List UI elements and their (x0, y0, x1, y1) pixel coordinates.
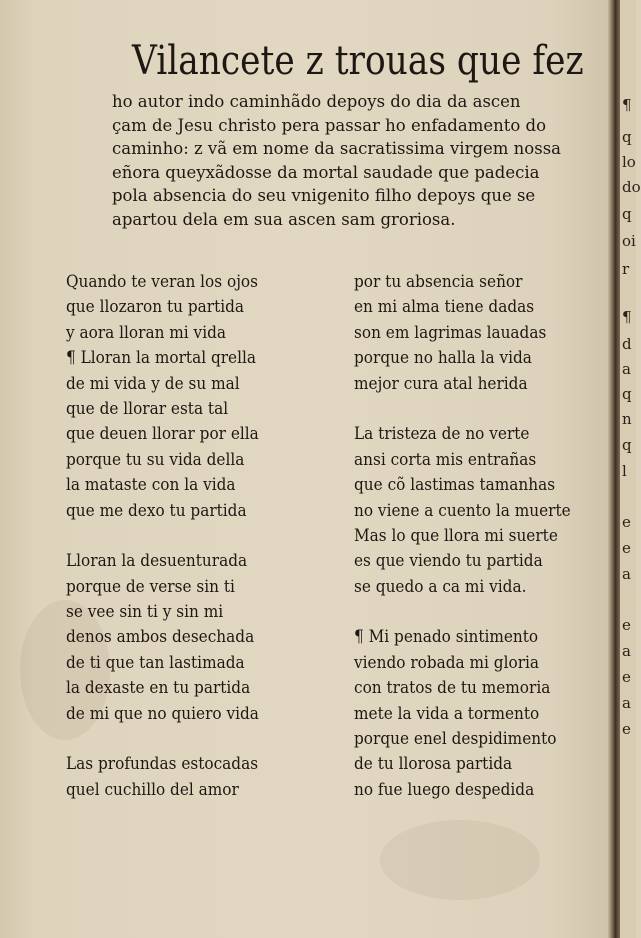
verse-line: no fue luego despedida (354, 779, 535, 800)
verse-line: que deuen llorar por ella (66, 424, 259, 445)
verse-line: es que viendo tu partida (354, 551, 543, 572)
page-title: Vilancete z trouas que fez (132, 38, 584, 84)
verse-line: son em lagrimas lauadas (354, 322, 547, 343)
intro-line: eñora queyxãdosse da mortal saudade que padecia (112, 162, 540, 182)
verse-line: Las profundas estocadas (66, 754, 259, 775)
facing-glyph: a (622, 642, 631, 660)
right-verse-column (354, 270, 610, 803)
paper-stain (380, 820, 540, 900)
verse-line: con tratos de tu memoria (354, 678, 551, 699)
verse-line: mete la vida a tormento (354, 703, 540, 724)
verse-line: ¶ Mi penado sintimento (354, 627, 539, 648)
verse-line: de mi que no quiero vida (66, 703, 259, 724)
stanza-break (354, 600, 610, 625)
book-gutter (608, 0, 620, 938)
facing-glyph: r (622, 260, 630, 278)
verse-line: ¶ Lloran la mortal qrella (66, 348, 257, 369)
verse-line: la mataste con la vida (66, 475, 236, 496)
verse-line: por tu absencia señor (354, 272, 523, 292)
verse-line: se quedo a ca mi vida. (354, 576, 527, 597)
facing-page-edge (620, 0, 641, 938)
verse-line: de ti que tan lastimada (66, 652, 245, 673)
facing-glyph: ¶ (622, 308, 632, 326)
verse-line: no viene a cuento la muerte (354, 500, 571, 521)
verse-line: denos ambos desechada (66, 627, 255, 648)
verse-line: porque no halla la vida (354, 348, 532, 369)
facing-glyph: q (622, 205, 632, 223)
facing-glyph: oi (622, 232, 636, 250)
verse-line: de mi vida y de su mal (66, 373, 240, 394)
facing-glyph: lo (622, 153, 636, 171)
verse-line: que cõ lastimas tamanhas (354, 475, 556, 496)
verse-line: Quando te veran los ojos (66, 272, 259, 292)
verse-line: de tu llorosa partida (354, 754, 513, 775)
intro-line: ho autor indo caminhãdo depoys do dia da ascen (112, 92, 521, 111)
intro-paragraph (112, 90, 612, 231)
facing-glyph: l (622, 462, 627, 480)
verse-line: que de llorar esta tal (66, 398, 229, 419)
facing-glyph: a (622, 694, 631, 712)
stanza-break (354, 397, 610, 422)
facing-glyph: e (622, 668, 631, 686)
left-verse-column (66, 270, 346, 803)
verse-line: porque de verse sin ti (66, 576, 235, 597)
stanza-break (66, 524, 346, 549)
facing-glyph: e (622, 616, 631, 634)
facing-glyph: q (622, 128, 632, 146)
verse-line: y aora lloran mi vida (66, 322, 227, 343)
verse-line: en mi alma tiene dadas (354, 297, 535, 318)
facing-glyph: q (622, 436, 632, 454)
verse-line: Mas lo que llora mi suerte (354, 525, 558, 546)
verse-line: la dexaste en tu partida (66, 678, 251, 699)
verse-line: porque tu su vida della (66, 449, 245, 470)
facing-glyph: e (622, 513, 631, 531)
facing-glyph: n (622, 410, 632, 428)
verse-line: se vee sin ti y sin mi (66, 602, 224, 623)
intro-line: pola absencia do seu vnigenito filho depoys que se (112, 186, 536, 205)
facing-glyph: q (622, 385, 632, 403)
stanza-break (66, 727, 346, 752)
verse-line: ansi corta mis entrañas (354, 449, 537, 470)
intro-line: caminho: z vã em nome da sacratissima virgem nossa (112, 139, 562, 158)
intro-line: apartou dela em sua ascen sam groriosa. (112, 209, 456, 229)
verse-line: quel cuchillo del amor (66, 779, 239, 800)
facing-glyph: e (622, 539, 631, 557)
verse-line: porque enel despidimento (354, 729, 557, 750)
verse-line: La tristeza de no verte (354, 424, 530, 445)
intro-line: çam de Jesu christo pera passar ho enfadamento do (112, 115, 547, 135)
verse-line: Lloran la desuenturada (66, 551, 248, 572)
verse-line: que llozaron tu partida (66, 297, 245, 318)
verse-line: mejor cura atal herida (354, 373, 528, 394)
facing-glyph: d (622, 335, 632, 353)
facing-glyph: a (622, 360, 631, 378)
facing-glyph: a (622, 565, 631, 583)
verse-line: viendo robada mi gloria (354, 652, 540, 673)
facing-glyph: e (622, 720, 631, 738)
verse-line: que me dexo tu partida (66, 500, 247, 521)
facing-glyph: do (622, 178, 641, 196)
facing-glyph: ¶ (622, 96, 632, 114)
